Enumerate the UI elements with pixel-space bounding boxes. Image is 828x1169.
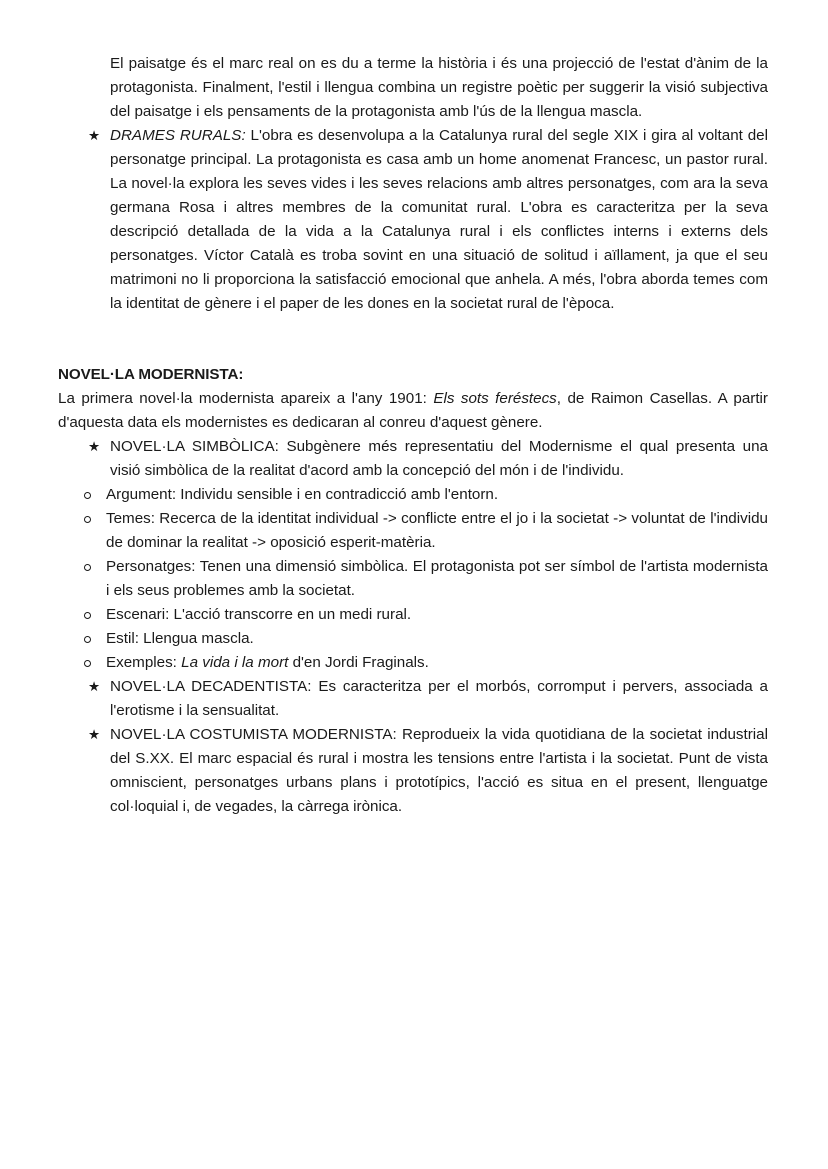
- section-intro-paragraph: [58, 387, 768, 435]
- list-item-temes: [58, 507, 768, 555]
- novella-decadentista-text: Es caracteritza per el morbós, corromput i pervers, associada a l'erotisme i la sensualitat.: [110, 678, 768, 719]
- novella-costumista-label: NOVEL·LA COSTUMISTA MODERNISTA:: [110, 726, 397, 743]
- star-bullet-icon: ★: [88, 439, 101, 454]
- novella-types-list: [58, 435, 768, 819]
- list-item-novella-costumista-modernista: [58, 723, 768, 819]
- section-heading-novella-modernista: NOVEL·LA MODERNISTA:: [58, 366, 244, 383]
- argument-text: Individu sensible i en contradicció amb l'entorn.: [176, 486, 499, 503]
- escenari-text: L'acció transcorre en un medi rural.: [169, 606, 412, 623]
- novella-simbolica-label: NOVEL·LA SIMBÒLICA:: [110, 438, 279, 455]
- exemples-label: Exemples:: [106, 654, 177, 671]
- list-item-escenari: [58, 603, 768, 627]
- novella-simbolica-subitems: [58, 483, 768, 675]
- star-bullet-icon: ★: [88, 128, 101, 143]
- section-spacer: [58, 316, 768, 363]
- list-item-exemples: [58, 651, 768, 675]
- list-item-drames-rurals: [58, 124, 768, 316]
- list-item-personatges: [58, 555, 768, 603]
- personatges-label: Personatges:: [106, 558, 196, 575]
- personatges-text: Tenen una dimensió simbòlica. El protagonista pot ser símbol de l'artista modernista i els seus problemes amb la societat.: [106, 558, 768, 599]
- circle-bullet-icon: [84, 564, 91, 571]
- drames-rurals-body: L'obra es desenvolupa a la Catalunya rural del segle XIX i gira al voltant del personatge principal. La protagonista es casa amb un home anomenat Francesc, un pastor rural. La novel·la explora les seves vides i les seves relacions amb altres personatges, com ara la seva germana Rosa i altres membres de la comunitat rural. L'obra es caracteritza per la seva descripció detallada de la vida a la Catalunya rural i els conflictes interns i externs dels personatges. Víctor Català es troba sovint en una situació de solitud i aïllament, ja que el seu matrimoni no li proporciona la satisfacció emocional que anhela. A més, l'obra aborda temes com la identitat de gènere i el paper de les dones en la societat rural de l'època.: [110, 127, 769, 312]
- novella-simbolica-text: Subgènere més representatiu del Modernisme el qual presenta una visió simbòlica de la realitat d'acord amb la concepció del món i de l'individu.: [110, 438, 768, 479]
- estil-text: Llengua mascla.: [138, 630, 254, 647]
- escenari-label: Escenari:: [106, 606, 170, 623]
- list-item-novella-simbolica: [58, 435, 768, 483]
- list-item-novella-decadentista: [58, 675, 768, 723]
- list-item-estil: [58, 627, 768, 651]
- novella-costumista-text: Reprodueix la vida quotidiana de la societat industrial del S.XX. El marc espacial és rural i mostra les tensions entre l'artista i la societat. Punt de vista omniscient, personatges urbans plans i prototípics, l'acció es situa en el present, llenguatge col·loquial i, de vegades, la càrrega irònica.: [110, 726, 768, 815]
- circle-bullet-icon: [84, 612, 91, 619]
- intro-text-before-title: La primera novel·la modernista apareix a l'any 1901:: [58, 390, 434, 407]
- exemples-work-title: La vida i la mort: [181, 654, 289, 671]
- circle-bullet-icon: [84, 516, 91, 523]
- drames-rurals-list: [58, 124, 768, 316]
- circle-bullet-icon: [84, 660, 91, 667]
- circle-bullet-icon: [84, 492, 91, 499]
- star-bullet-icon: ★: [88, 679, 101, 694]
- intro-work-title: Els sots feréstecs: [433, 390, 557, 407]
- temes-text: Recerca de la identitat individual -> conflicte entre el jo i la societat -> voluntat de l'individu de dominar la realitat -> oposició esperit-matèria.: [106, 510, 768, 551]
- intro-text-after-title: , de Raimon Casellas. A partir d'aquesta data els modernistes es dedicaran al conreu d'aquest gènere.: [58, 390, 768, 431]
- novella-decadentista-label: NOVEL·LA DECADENTISTA:: [110, 678, 312, 695]
- star-bullet-icon: ★: [88, 727, 101, 742]
- circle-bullet-icon: [84, 636, 91, 643]
- argument-label: Argument:: [106, 486, 177, 503]
- continuation-paragraph: El paisatge és el marc real on es du a terme la història i és una projecció de l'estat d'ànim de la protagonista. Finalment, l'estil i llengua combina un registre poètic per suggerir la visió subjectiva del paisatge i els pensaments de la protagonista amb l'ús de la llengua mascla.: [110, 55, 768, 120]
- estil-label: Estil:: [106, 630, 139, 647]
- temes-label: Temes:: [106, 510, 155, 527]
- exemples-text-after: d'en Jordi Fraginals.: [288, 654, 429, 671]
- list-item-argument: [58, 483, 768, 507]
- drames-rurals-title: DRAMES RURALS:: [110, 127, 246, 144]
